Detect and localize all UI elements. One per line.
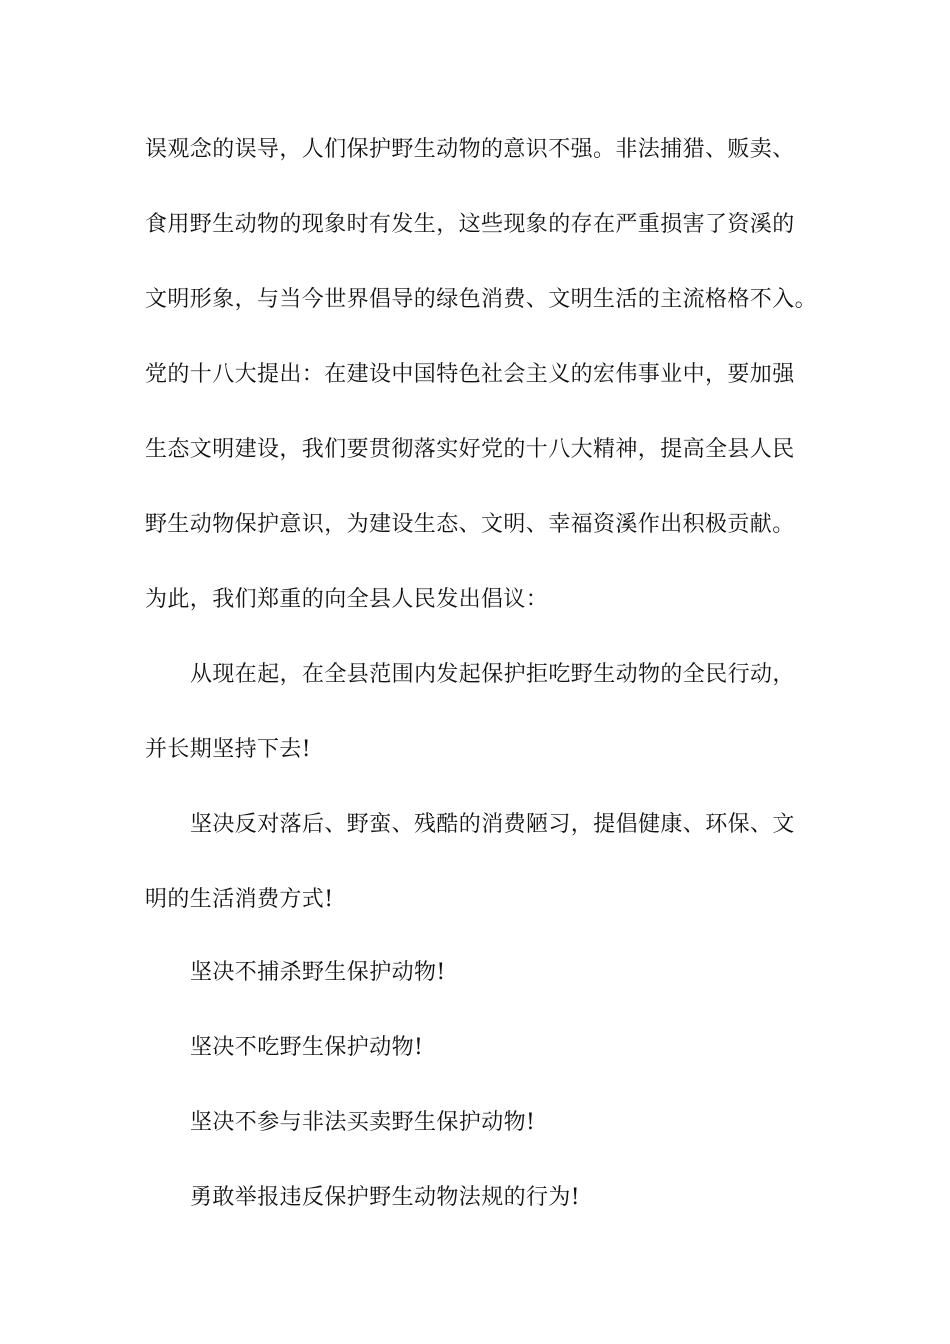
paragraph-line-3: 文明形象，与当今世界倡导的绿色消费、文明生活的主流格格不入。 — [145, 287, 818, 312]
proposal-line-7: 坚决不参与非法买卖野生保护动物! — [190, 1110, 536, 1135]
paragraph-line-2: 食用野生动物的现象时有发生，这些现象的存在严重损害了资溪的 — [145, 212, 795, 237]
proposal-line-5: 坚决不捕杀野生保护动物! — [190, 960, 446, 985]
proposal-line-8: 勇敢举报违反保护野生动物法规的行为! — [190, 1185, 581, 1210]
paragraph-line-6: 野生动物保护意识，为建设生态、文明、幸福资溪作出积极贡献。 — [145, 512, 795, 537]
paragraph-line-5: 生态文明建设，我们要贯彻落实好党的十八大精神，提高全县人民 — [145, 437, 795, 462]
proposal-line-6: 坚决不吃野生保护动物! — [190, 1035, 424, 1060]
proposal-line-2: 并长期坚持下去! — [145, 737, 312, 762]
proposal-line-3: 坚决反对落后、野蛮、残酷的消费陋习，提倡健康、环保、文 — [190, 812, 795, 837]
paragraph-line-4: 党的十八大提出：在建设中国特色社会主义的宏伟事业中，要加强 — [145, 362, 795, 387]
paragraph-line-1: 误观念的误导，人们保护野生动物的意识不强。非法捕猎、贩卖、 — [145, 137, 795, 162]
proposal-line-1: 从现在起，在全县范围内发起保护拒吃野生动物的全民行动， — [190, 662, 795, 687]
paragraph-line-7: 为此，我们郑重的向全县人民发出倡议： — [145, 587, 549, 612]
proposal-line-4: 明的生活消费方式! — [145, 887, 334, 912]
